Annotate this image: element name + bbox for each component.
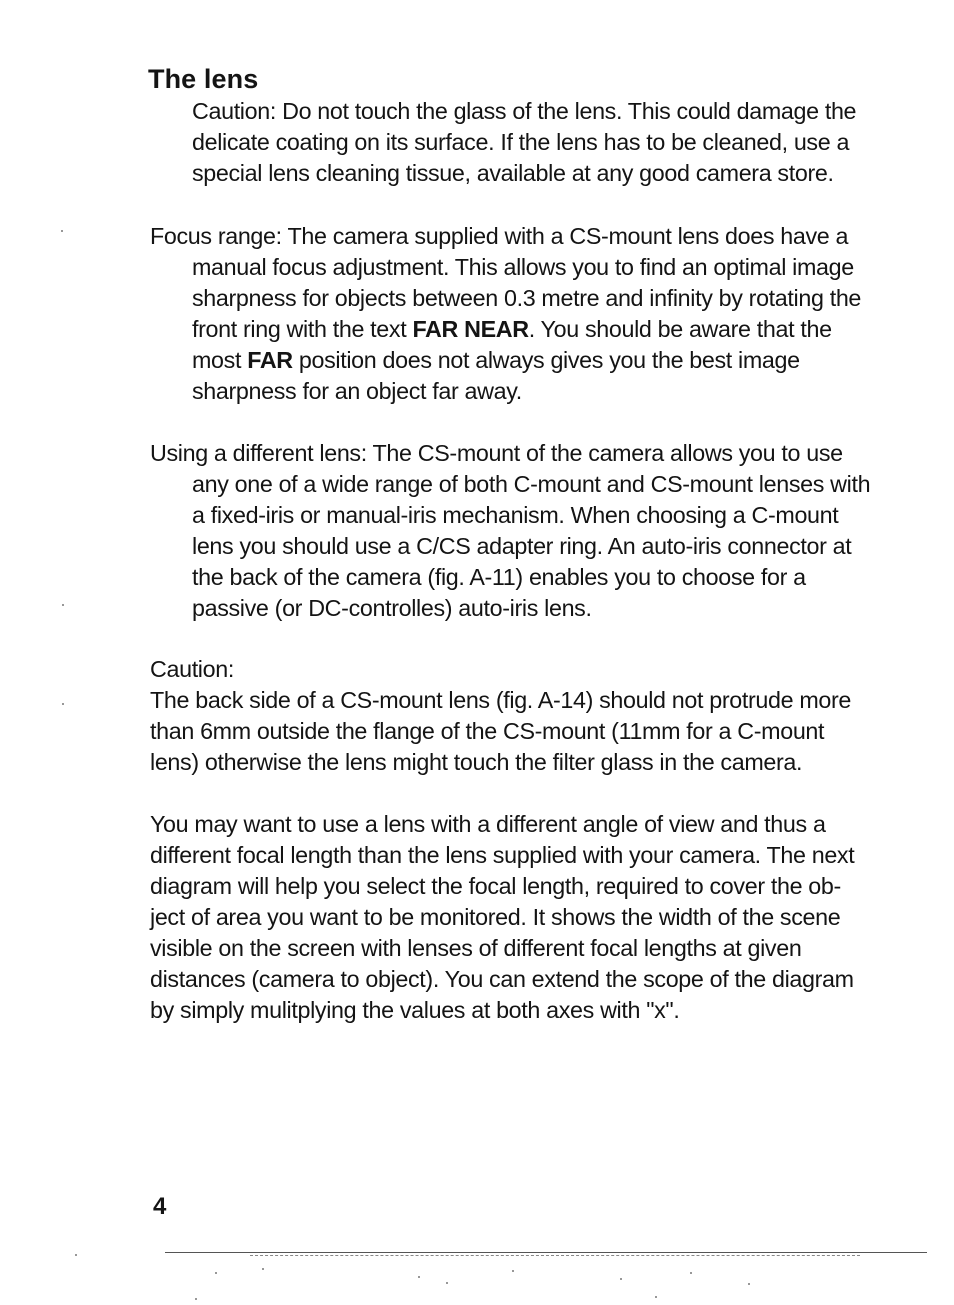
scan-speck <box>62 703 64 705</box>
text-line: delicate coating on its surface. If the lens has to be cleaned, use a <box>192 129 850 155</box>
text-line: You may want to use a lens with a different angle of view and thus a <box>150 811 826 837</box>
scan-edge-line <box>165 1252 927 1253</box>
scan-speck <box>748 1283 750 1285</box>
page-number: 4 <box>153 1193 167 1220</box>
section-heading: The lens <box>148 64 259 94</box>
caution-label: Caution: <box>150 656 234 682</box>
far-label: FAR <box>247 347 293 373</box>
angle-of-view-paragraph <box>150 809 922 1026</box>
text-line: a fixed-iris or manual-iris mechanism. When choosing a C-mount <box>192 502 839 528</box>
text-line: Focus range: The camera supplied with a CS-mount lens does have a <box>150 223 849 249</box>
scan-speck <box>61 230 63 232</box>
scan-speck <box>418 1276 420 1278</box>
text-line: sharpness for objects between 0.3 metre and infinity by rotating the <box>192 285 862 311</box>
text-line: different focal length than the lens supplied with your camera. The next <box>150 842 855 868</box>
text-line: diagram will help you select the focal length, required to cover the ob- <box>150 873 841 899</box>
scan-speck <box>75 1254 77 1256</box>
text-run: . You should be aware that the <box>528 316 832 342</box>
text-line: the back of the camera (fig. A-11) enables you to choose for a <box>192 564 806 590</box>
scan-speck <box>446 1282 448 1284</box>
focus-range-paragraph <box>150 221 922 407</box>
caution-back-paragraph <box>150 685 922 778</box>
text-line: sharpness for an object far away. <box>192 378 522 404</box>
scan-speck <box>512 1270 514 1272</box>
text-line: manual focus adjustment. This allows you to find an optimal image <box>192 254 854 280</box>
far-near-label: FAR NEAR <box>412 316 529 342</box>
text-line: any one of a wide range of both C-mount and CS-mount lenses with <box>192 471 871 497</box>
scan-edge-line <box>250 1255 860 1256</box>
text-line: than 6mm outside the flange of the CS-mount (11mm for a C-mount <box>150 718 825 744</box>
text-line: distances (camera to object). You can extend the scope of the diagram <box>150 966 854 992</box>
text-run: front ring with the text <box>192 316 413 342</box>
scan-speck <box>262 1268 264 1270</box>
scan-speck <box>195 1298 197 1300</box>
text-line: The back side of a CS-mount lens (fig. A-14) should not protrude more <box>150 687 852 713</box>
text-run: most <box>192 347 248 373</box>
text-line: Using a different lens: The CS-mount of the camera allows you to use <box>150 440 843 466</box>
scan-speck <box>215 1272 217 1274</box>
text-line <box>150 314 922 345</box>
text-line: lens you should use a C/CS adapter ring. An auto-iris connector at <box>192 533 852 559</box>
text-run: position does not always gives you the best image <box>292 347 800 373</box>
text-line: visible on the screen with lenses of different focal lengths at given <box>150 935 802 961</box>
text-line <box>150 345 922 376</box>
scan-speck <box>655 1296 657 1298</box>
text-line: ject of area you want to be monitored. It shows the width of the scene <box>150 904 841 930</box>
text-line: lens) otherwise the lens might touch the filter glass in the camera. <box>150 749 803 775</box>
text-line: special lens cleaning tissue, available at any good camera store. <box>192 160 834 186</box>
scan-speck <box>62 604 64 606</box>
text-line: Caution: Do not touch the glass of the lens. This could damage the <box>192 98 857 124</box>
scan-speck <box>690 1272 692 1274</box>
caution-glass-paragraph <box>192 96 912 189</box>
different-lens-paragraph <box>150 438 922 624</box>
text-line: passive (or DC-controlles) auto-iris lens. <box>192 595 592 621</box>
text-line: by simply mulitplying the values at both axes with "x". <box>150 997 680 1023</box>
scan-speck <box>620 1278 622 1280</box>
